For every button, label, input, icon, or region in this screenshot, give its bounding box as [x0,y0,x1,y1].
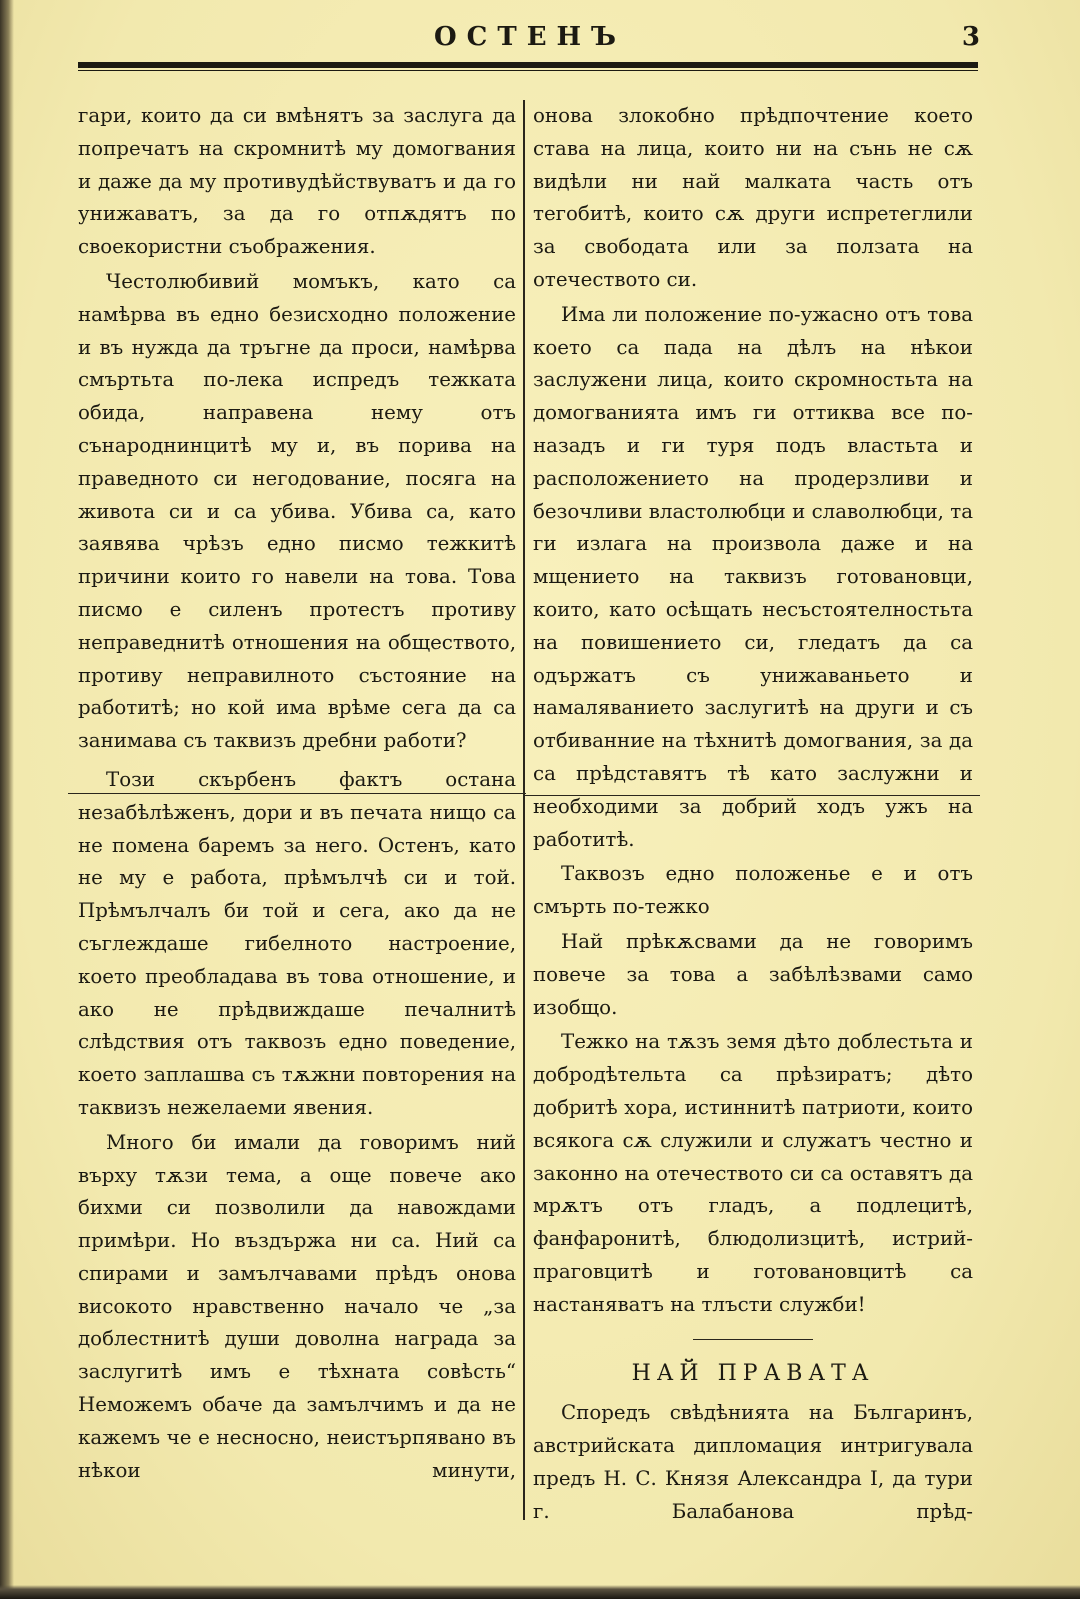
section-separator [693,1339,813,1340]
right-paragraph-2: Има ли положение по-ужасно отъ това което са пада на дѣлъ на нѣкои заслужени лица, които скромностьта на домогванията имъ ги оттиква все по-назадъ и ги туря подъ властьта и расположението на продерзливи и безочливи властолюбци и славолюбци, та ги излага на произвола даже и на мщението на таквизъ готовановци, които, като осѣщать несъстоятелностьта на повишението си, гледатъ да са одържатъ съ унижаваньето и намаляванието заслугитѣ на други и съ отбиванние на тѣхнитѣ домогвания, за да са прѣдставятъ тѣ като заслужни и необходими за добрий ходъ ужъ на работитѣ. [533,302,973,851]
page-number: 3 [961,22,980,52]
page-shadow-left [0,0,14,1599]
header-rule [78,62,978,68]
right-paragraph-6: Споредъ свѣдѣнията на Българинъ, австрийската дипломация интригувала предъ Н. С. Князя Александра I, да тури г. Балабанова прѣд- [533,1401,973,1523]
masthead-title: ОСТЕНЪ [434,22,626,52]
page-shadow-bottom [0,1585,1080,1599]
right-paragraph-3: Таквозъ едно положенье е и отъ смърть по-тежко [533,862,973,919]
page-header [70,22,990,58]
right-paragraph-4: Най прѣкѫсвами да не говоримъ повече за това а забѣлѣзвами само изобщо. [533,929,973,1019]
left-paragraph-4: Много би имали да говоримъ ний върху тѫзи тема, а още повече ако бихми си позволили да навождами примѣри. Но въздържа ни са. Ний са спирами и замълчавами прѣдъ онова високото нравственно начало че „за доблестнитѣ души доволна награда за заслугитѣ имъ е тѣхната совѣсть“ Неможемъ обаче да замълчимъ и да не кажемъ че е несносно, неистърпяванo въ нѣкои минути, [78,1130,516,1482]
section-heading: НАЙ ПРАВАТА [631,1361,875,1387]
column-divider [523,100,525,1520]
left-paragraph-1: гари, които да си вмѣнятъ за заслуга да попречатъ на скромнитѣ му домогвания и даже да му противудѣйствуватъ и да го унижаватъ, за да го отпѫдятъ по своекористни съображения. [78,104,516,259]
left-paragraph-2: Честолюбивий момъкъ, като са намѣрва въ едно безисходно положение и въ нужда да тръгне да проси, намѣрва смъртьта по-лека испредъ тежката обида, направена нему отъ сънароднинцитѣ му и, въ порива на праведното си негодование, посяга на живота си и са убива. Убива са, като заявява чрѣзъ едно писмо тежкитѣ причини които го навели на това. Това писмо е силенъ протестъ противу неправеднитѣ отношения на обществото, противу неправилното състояние на работитѣ; но кой има врѣме сега да са занимава съ таквизъ дребни работи? [78,269,516,753]
right-column [533,100,973,1528]
header-rule-thin [78,70,978,71]
left-column [78,100,516,1487]
right-paragraph-5: Тежко на тѫзъ земя дѣто доблестьта и добродѣтельта са прѣзиратъ; дѣто добритѣ хора, истиннитѣ патриоти, които всякога сѫ служили и служатъ честно и законно на отечеството си са оставятъ да мрѫтъ отъ гладъ, а подлецитѣ, фанфаронитѣ, блюдолизцитѣ, истрий-праговцитѣ и готовановцитѣ са настаняватъ на тлъсти служби! [533,1030,973,1316]
left-paragraph-3: Този скърбенъ фактъ остана незабѣлѣженъ, дори и въ печата нищо са не помена баремъ за него. Остенъ, като не му е работа, прѣмълчѣ си и той. Прѣмълчалъ би той и сега, ако да не съглеждаше гибелното настроение, което преобладава въ това отношение, и ако не прѣдвиждаше печалнитѣ слѣдствия отъ таквозъ едно поведение, което заплашва съ тѫжни повторения на таквизъ нежелаеми явения. [78,767,516,1119]
right-paragraph-1: онова злокобно прѣдпочтение което става на лица, които ни на сънь не сѫ видѣли ни най малката часть отъ тегобитѣ, които сѫ други испретеглили за свободата или за ползата на отечеството си. [533,104,973,291]
